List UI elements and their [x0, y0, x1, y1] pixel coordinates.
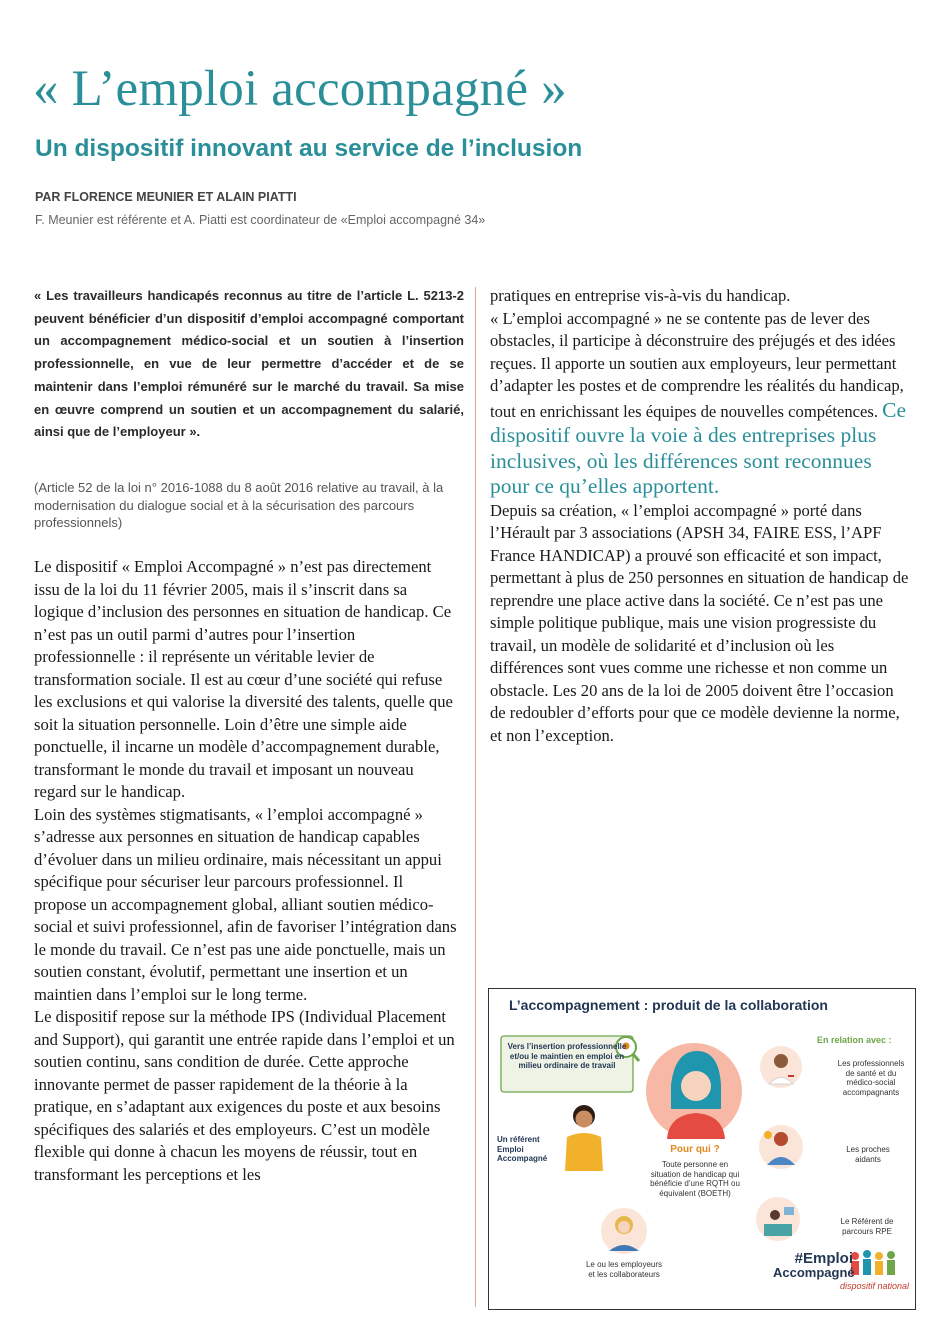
paragraph: Loin des systèmes stigmatisants, « l’emploi accompagné » s’adresse aux personnes en situation de handicap capables d’évoluer dans un milieu ordinaire, mais nécessitant un appui spécifique pour sécuriser leur parcours professionnel. Il propose un accompagnement global, alliant soutien médico-social et suivi professionnel, afin de favoriser l’intégration dans le monde du travail. Ce n’est pas une aide ponctuelle, mais un soutien constant, évolutif, permettant une insertion et un maintien dans l’emploi sur le long terme. — [34, 804, 457, 1004]
rpe-referent-icon — [756, 1197, 800, 1241]
employers-label: Le ou les employeurs et les collaborateurs — [585, 1260, 663, 1279]
pour-qui-title: Pour qui ? — [670, 1144, 720, 1155]
paragraph — [490, 308, 910, 500]
pull-quote: Ce dispositif ouvre la voie à des entreprises plus inclusives, où les différences sont reconnues pour ce qu’elles apportent. — [490, 397, 907, 498]
logo-text — [773, 1251, 853, 1280]
central-person-icon — [646, 1043, 742, 1139]
pour-qui-text: Toute personne en situation de handicap qui bénéficie d’une RQTH ou équivalent (BOETH) — [650, 1160, 740, 1198]
paragraph: Depuis sa création, « l’emploi accompagné » porté dans l’Hérault par 3 associations (APSH 34, FAIRE ESS, l’APF France HANDICAP) a prouvé son efficacité et son impact, permettant à plus de 250 personnes en situation de handicap de reprendre une place active dans la société. Ce n’est pas une simple politique publique, mais une vision progressiste du travail, un modèle de solidarité et d’inclusion où les différences sont vues comme une richesse et non comme un obstacle. Les 20 ans de la loi de 2005 doivent être l’occasion de redoubler d’efforts pour que ce modèle devienne la norme, et non l’exception. — [490, 500, 909, 745]
infographic-title: L’accompagnement : produit de la collaboration — [509, 997, 828, 1013]
paragraph: Le dispositif repose sur la méthode IPS (Individual Placement and Support), qui garantit une entrée rapide dans l’emploi et un soutien continu, sans condition de durée. Cette approche innovante permet de passer rapidement de la théorie à la pratique, en s’adaptant aux exigences du poste et aux besoins spécifiques des salariés et des employeurs. C’est un modèle flexible qui donne à chacun les moyens de réussir, tout en transformant les perceptions et les — [34, 1007, 455, 1184]
health-professional-icon — [760, 1046, 802, 1088]
paragraph: pratiques en entreprise vis-à-vis du handicap. — [490, 286, 791, 305]
goal-text: Vers l’insertion professionnelle et/ou le maintien en emploi en milieu ordinaire de travail — [507, 1042, 627, 1070]
caregivers-label: Les proches aidants — [846, 1145, 890, 1164]
paragraph: Le dispositif « Emploi Accompagné » n’est pas directement issu de la loi du 11 février 2005, mais il s’inscrit dans sa logique d’inclusion des personnes en situation de handicap. Ce n’est pas un outil parmi d’autres pour l’insertion professionnelle : il représente un véritable levier de transformation sociale. Il est au cœur d’une société qui refuse les exclusions et qui valorise la diversité des talents, quelle que soit la situation personnelle. Loin d’être une simple aide ponctuelle, il incarne un modèle d’accompagnement durable, transformant le monde du travail et imposant un nouveau regard sur le handicap. — [34, 557, 453, 801]
paragraph-text: « L’emploi accompagné » ne se contente pas de lever des obstacles, il participe à déconstruire des préjugés et des idées reçues. Il apporte un soutien aux employeurs, leur permettant d’adapter les postes et de comprendre les réalités du handicap, tout en enrichissant les équipes de nouvelles compétences. — [490, 308, 904, 421]
author-affiliation: F. Meunier est référente et A. Piatti est coordinateur de «Emploi accompagné 34» — [35, 213, 486, 227]
caregiver-icon — [759, 1125, 803, 1169]
logo-people-icon — [851, 1250, 895, 1275]
employer-icon — [601, 1208, 647, 1254]
column-left — [34, 556, 458, 1186]
column-divider — [475, 287, 476, 1307]
logo-line-1: #Emploi — [794, 1250, 853, 1267]
referent-person-icon — [565, 1105, 603, 1171]
author-byline: PAR FLORENCE MEUNIER ET ALAIN PIATTI — [35, 190, 297, 204]
rpe-label: Le Référent de parcours RPE — [840, 1217, 894, 1236]
law-quote: « Les travailleurs handicapés reconnus au titre de l’article L. 5213-2 peuvent bénéficier d’un dispositif d’emploi accompagné comportant un accompagnement médico-social et un soutien à l’insertion professionnelle, en vue de leur permettre d’accéder et de se maintenir dans l’emploi rémunéré sur le marché du travail. Sa mise en œuvre comprend un soutien et un accompagnement du salarié, ainsi que de l’employeur ». — [34, 288, 464, 440]
logo-tagline: dispositif national — [839, 1281, 909, 1291]
relation-label: En relation avec : — [817, 1035, 892, 1045]
logo-line-2: Accompagné — [773, 1265, 855, 1280]
referent-label: Un référent Emploi Accompagné — [497, 1135, 548, 1163]
law-citation: (Article 52 de la loi n° 2016-1088 du 8 août 2016 relative au travail, à la modernisation du dialogue social et à la sécurisation des parcours professionnels) — [34, 480, 444, 530]
article-title: « L’emploi accompagné » — [33, 61, 567, 117]
infographic-figure — [488, 988, 916, 1310]
article-subtitle: Un dispositif innovant au service de l’inclusion — [35, 135, 583, 162]
health-professionals-label: Les professionnels de santé et du médico-social accompagnants — [837, 1059, 905, 1097]
column-right — [490, 285, 910, 747]
